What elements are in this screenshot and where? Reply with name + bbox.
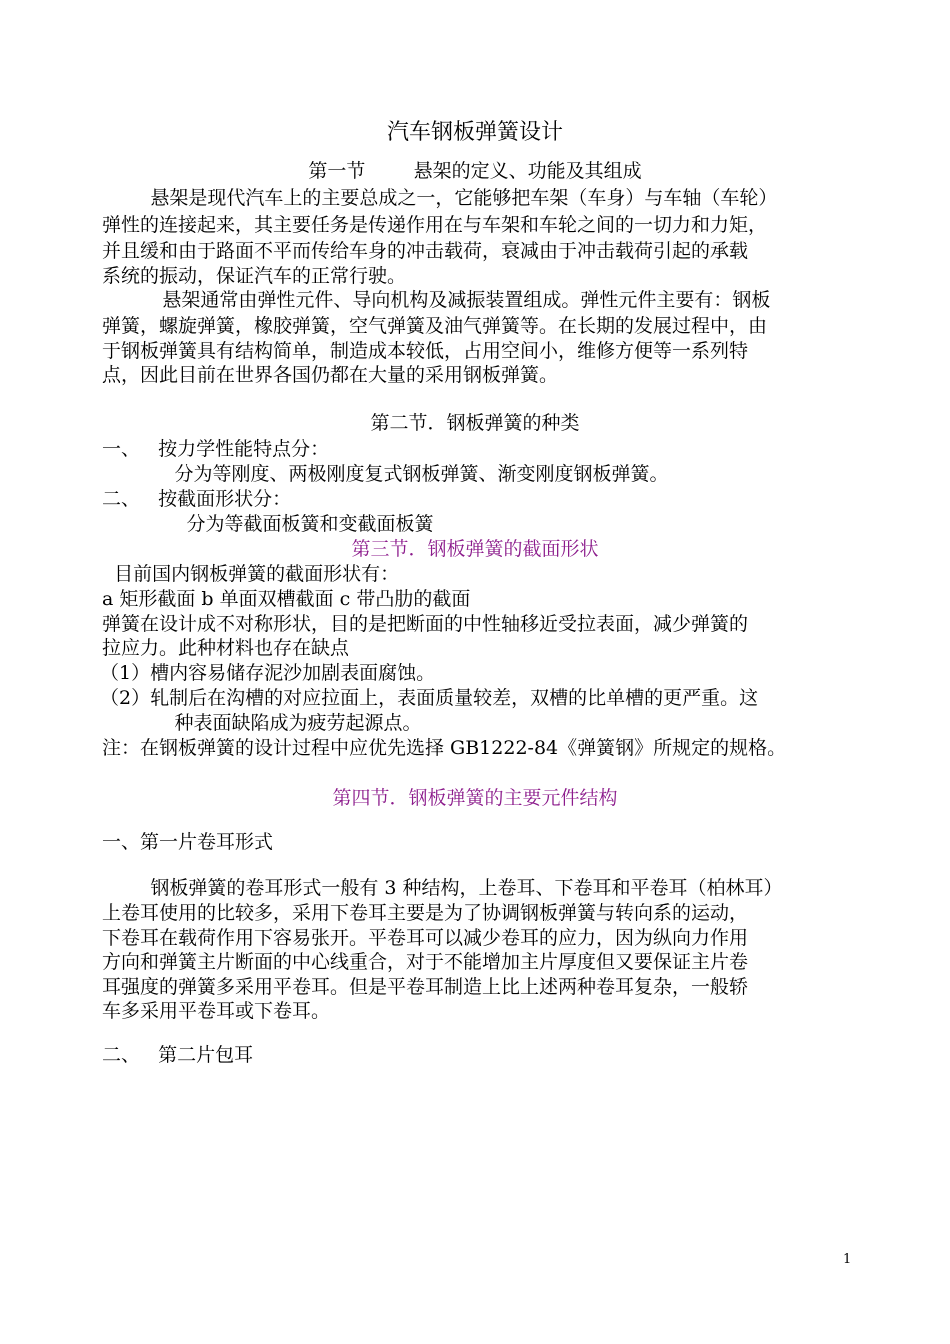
page-number: 1: [843, 1252, 852, 1267]
list-item: 分为等刚度、两极刚度复式钢板弹簧、渐变刚度钢板弹簧。: [102, 463, 669, 485]
paragraph-line: 方向和弹簧主片断面的中心线重合，对于不能增加主片厚度但又要保证主片卷: [102, 951, 749, 973]
paragraph-line: 并且缓和由于路面不平而传给车身的冲击载荷，衰减由于冲击载荷引起的承载: [102, 240, 749, 262]
document-title: 汽车钢板弹簧设计: [386, 120, 563, 145]
paragraph-line: 拉应力。此种材料也存在缺点: [102, 637, 350, 659]
paragraph-line: 于钢板弹簧具有结构简单，制造成本较低，占用空间小，维修方便等一系列特: [102, 340, 749, 362]
note-line: 注：在钢板弹簧的设计过程中应优先选择 GB1222-84《弹簧钢》所规定的规格。: [102, 737, 787, 759]
list-item: 分为等截面板簧和变截面板簧: [102, 513, 434, 535]
list-item: （1）槽内容易储存泥沙加剧表面腐蚀。: [100, 662, 436, 684]
subsection-heading: 一、第一片卷耳形式: [102, 831, 274, 853]
section2-heading: 第二节．钢板弹簧的种类: [370, 412, 580, 434]
paragraph-line: 点，因此目前在世界各国仍都在大量的采用钢板弹簧。: [102, 364, 559, 386]
paragraph-line: 耳强度的弹簧多采用平卷耳。但是平卷耳制造上比上述两种卷耳复杂，一般轿: [102, 976, 749, 998]
paragraph-line: 下卷耳在载荷作用下容易张开。平卷耳可以减少卷耳的应力，因为纵向力作用: [102, 927, 749, 949]
paragraph-line: 弹簧，螺旋弹簧，橡胶弹簧，空气弹簧及油气弹簧等。在长期的发展过程中，由: [102, 315, 768, 337]
list-item: 种表面缺陷成为疲劳起源点。: [102, 712, 422, 734]
paragraph-line: a 矩形截面 b 单面双槽截面 c 带凸肋的截面: [102, 588, 471, 610]
section4-heading: 第四节．钢板弹簧的主要元件结构: [332, 787, 618, 809]
paragraph-line: 目前国内钢板弹簧的截面形状有：: [102, 563, 400, 585]
paragraph-line: 系统的振动，保证汽车的正常行驶。: [102, 265, 407, 287]
paragraph-line: 上卷耳使用的比较多，采用下卷耳主要是为了协调钢板弹簧与转向系的运动，: [102, 902, 749, 924]
list-item: （2）轧制后在沟槽的对应拉面上，表面质量较差，双槽的比单槽的更严重。这: [100, 687, 759, 709]
paragraph-line: 悬架是现代汽车上的主要总成之一，它能够把车架（车身）与车轴（车轮）: [102, 187, 778, 209]
paragraph-line: 钢板弹簧的卷耳形式一般有 3 种结构，上卷耳、下卷耳和平卷耳（柏林耳）: [102, 877, 783, 899]
paragraph-line: 悬架通常由弹性元件、导向机构及减振装置组成。弹性元件主要有：钢板: [102, 289, 771, 311]
list-item: 二、 按截面形状分：: [102, 488, 292, 510]
paragraph-line: 车多采用平卷耳或下卷耳。: [102, 1000, 331, 1022]
list-item: 一、 按力学性能特点分：: [102, 438, 330, 460]
paragraph-line: 弹簧在设计成不对称形状，目的是把断面的中性轴移近受拉表面，减少弹簧的: [102, 613, 749, 635]
section1-heading: 第一节 悬架的定义、功能及其组成: [308, 160, 642, 182]
subsection-heading: 二、 第二片包耳: [102, 1044, 254, 1066]
section3-heading: 第三节．钢板弹簧的截面形状: [351, 538, 599, 560]
paragraph-line: 弹性的连接起来，其主要任务是传递作用在与车架和车轮之间的一切力和力矩，: [102, 214, 768, 236]
